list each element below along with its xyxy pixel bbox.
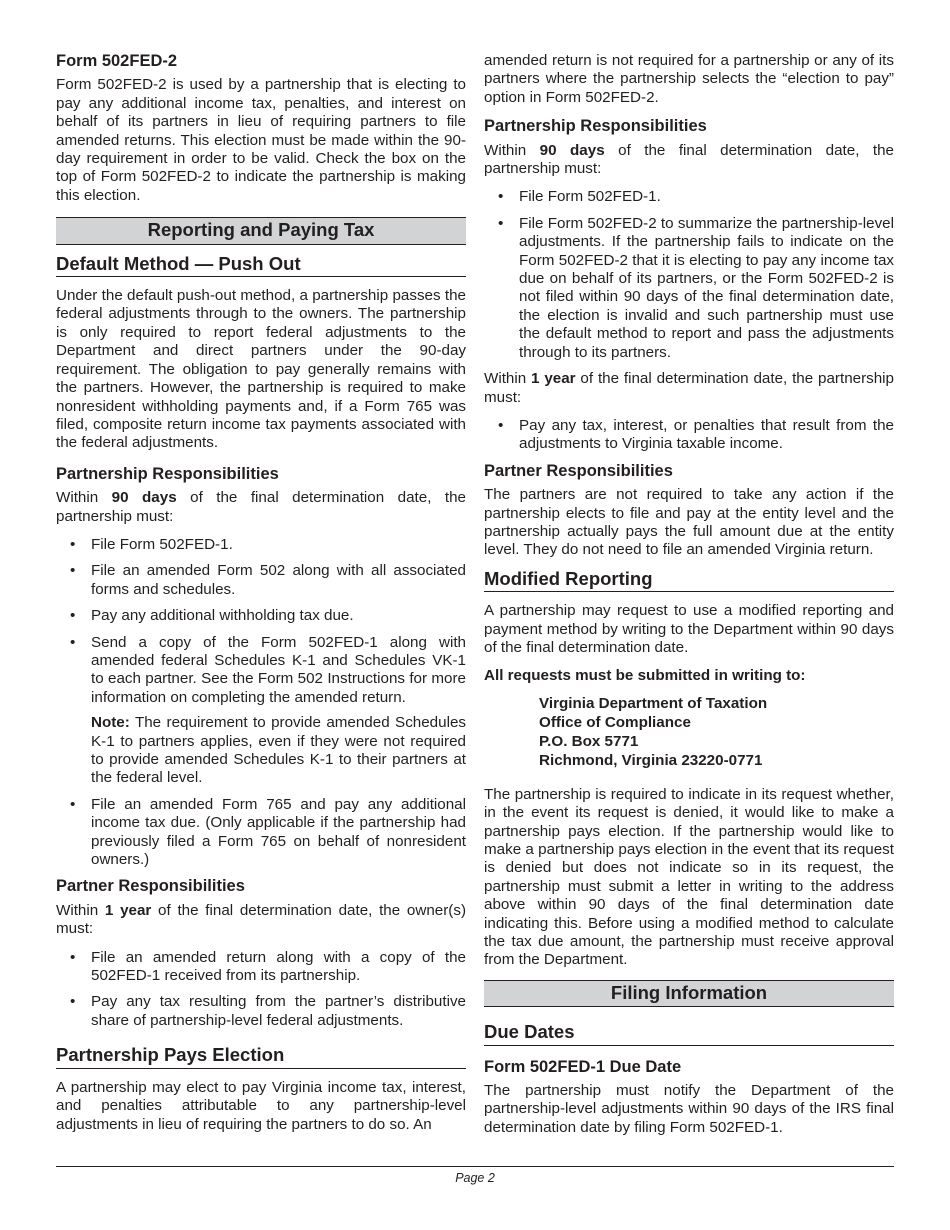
list-item: • File an amended Form 502 along with all associated forms and schedules. bbox=[70, 562, 466, 598]
partnership-pays-election-text: A partnership may elect to pay Virginia income tax, interest, and penalties attributable to any partnership-level adjustments in lieu of requiring the partners to do so. An bbox=[56, 1078, 466, 1133]
list-item: • Send a copy of the Form 502FED-1 along with amended federal Schedules K-1 and Schedules VK-1 to each partner. See the Form 502 Instructions for more information on completing the amended return. bbox=[70, 633, 466, 706]
modified-reporting-text-2: The partnership is required to indicate in its request whether, in the event its request is denied, it would like to make a partnership pays election. If the partnership would like to make a partnership pays election in the event that its request is denied but does not indicate so in its request, the partnership must submit a letter in writing to the address above within 90 days of the final determination date indicating this. Before using a modified method to calculate the tax due amount, the partnership must receive approval from the Department. bbox=[484, 785, 894, 969]
form-502fed1-due-date-heading: Form 502FED-1 Due Date bbox=[484, 1057, 682, 1076]
partner-responsibilities-heading: Partner Responsibilities bbox=[56, 877, 245, 896]
partnership-pays-election-cont: amended return is not required for a partnership or any of its partners where the partnership selects the “election to pay” option in Form 502FED-2. bbox=[484, 52, 894, 106]
default-method-heading: Default Method — Push Out bbox=[56, 255, 466, 277]
list-item: • Pay any tax, interest, or penalties that result from the adjustments to Virginia taxable income. bbox=[498, 416, 894, 453]
partnership-within-90-days: Within 90 days of the final determination date, the partnership must: bbox=[56, 489, 467, 525]
list-item: • File an amended return along with a copy of the 502FED-1 received from its partnership. bbox=[70, 948, 466, 985]
due-dates-heading: Due Dates bbox=[484, 1023, 894, 1045]
filing-information-band: Filing Information bbox=[484, 980, 894, 1007]
default-method-text: Under the default push-out method, a partnership passes the federal adjustments through to the owners. The partnership is only required to report federal adjustments to the Department and direct partners under the 90-day requirement. The obligation to pay generally remains with the partners. However, the partnership is required to make nonresident withholding payments and, if a Form 765 was filed, composite return income tax payments associated with the federal adjustments. bbox=[56, 287, 466, 452]
partner-within-1-year: Within 1 year of the final determination date, the owner(s) must: bbox=[56, 901, 466, 938]
list-item: • File Form 502FED-1. bbox=[70, 535, 233, 553]
partnership-responsibilities-heading: Partnership Responsibilities bbox=[484, 117, 707, 136]
partnership-responsibilities-list bbox=[484, 188, 894, 362]
address-line: Office of Compliance bbox=[539, 713, 691, 731]
footer-divider bbox=[56, 1166, 894, 1167]
partnership-within-1-year: Within 1 year of the final determination date, the partnership must: bbox=[484, 370, 895, 406]
right-column bbox=[484, 52, 894, 1145]
address-line: P.O. Box 5771 bbox=[539, 732, 639, 750]
partner-responsibilities-list bbox=[56, 949, 466, 1031]
requests-instruction: All requests must be submitted in writing to: bbox=[484, 667, 806, 685]
list-item: • File Form 502FED-2 to summarize the partnership-level adjustments. If the partnership fails to indicate on the Form 502FED-2 that it is electing to pay any income tax due on behalf of its partners, or the Form 502FED-2 is not filed within 90 days of the final determination date, the election is invalid and such partnership must use the default method to report and pass the adjustments through to its partners. bbox=[498, 214, 894, 361]
left-column bbox=[56, 52, 466, 1142]
modified-reporting-text: A partnership may request to use a modified reporting and payment method by writing to the Department within 90 days of the final determination date. bbox=[484, 602, 894, 656]
list-item: • Pay any tax resulting from the partner’s distributive share of partnership-level federal adjustments. bbox=[70, 993, 466, 1029]
form-502fed2-heading: Form 502FED-2 bbox=[56, 52, 178, 70]
page-number: Page 2 bbox=[455, 1171, 495, 1185]
partnership-pays-election-heading: Partnership Pays Election bbox=[56, 1046, 466, 1068]
list-item: • File Form 502FED-1. bbox=[498, 188, 661, 206]
modified-reporting-heading: Modified Reporting bbox=[484, 570, 894, 592]
due-date-text: The partnership must notify the Department of the partnership-level adjustments within 90 days of the IRS final determination date by filing Form 502FED-1. bbox=[484, 1082, 894, 1136]
partnership-responsibilities-list bbox=[56, 536, 466, 870]
partnership-within-90-days: Within 90 days of the final determination date, the partnership must: bbox=[484, 141, 895, 178]
partner-responsibilities-heading: Partner Responsibilities bbox=[484, 461, 673, 480]
list-item: • Pay any additional withholding tax due. bbox=[70, 607, 354, 625]
note: Note: The requirement to provide amended Schedules K-1 to partners applies, even if they were not required to provide amended Schedules K-1 to their partners at the federal level. bbox=[91, 714, 466, 787]
partner-responsibilities-text: The partners are not required to take any action if the partnership elects to file and pay at the entity level and the partnership actually pays the full amount due at the entity level. They do not need to file an amended Virginia return. bbox=[484, 486, 894, 559]
reporting-paying-band: Reporting and Paying Tax bbox=[56, 217, 466, 244]
partnership-responsibilities-heading: Partnership Responsibilities bbox=[56, 464, 279, 483]
list-item: • File an amended Form 765 and pay any additional income tax due. (Only applicable if the partnership had previously filed a Form 765 on behalf of nonresident owners.) bbox=[70, 795, 466, 869]
form-502fed2-text: Form 502FED-2 is used by a partnership that is electing to pay any additional income tax, penalties, and interest on behalf of its partners in lieu of requiring partners to file amended returns. This election must be made within the 90-day requirement in order to be valid. Check the box on the top of Form 502FED-2 to indicate the partnership is making this election. bbox=[56, 76, 466, 204]
address-line: Richmond, Virginia 23220-0771 bbox=[539, 751, 763, 769]
mailing-address bbox=[484, 694, 894, 770]
address-line: Virginia Department of Taxation bbox=[539, 694, 768, 712]
partnership-year-list bbox=[484, 417, 894, 454]
